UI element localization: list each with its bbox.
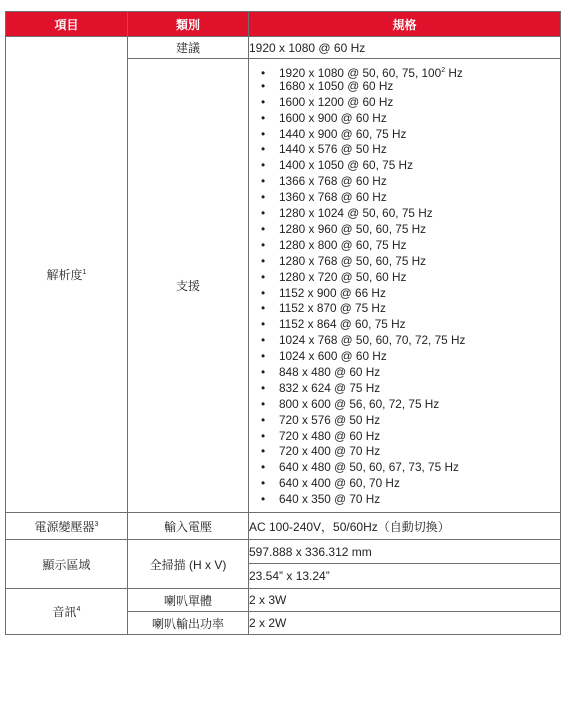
resolution-list-item bbox=[256, 397, 560, 413]
resolution-text: 1152 x 864 @ 60, 75 Hz bbox=[279, 317, 406, 332]
power-item-note: 3 bbox=[94, 520, 99, 528]
header-row bbox=[6, 12, 561, 37]
resolution-text: 640 x 400 @ 60, 70 Hz bbox=[279, 476, 400, 491]
resolution-list-item bbox=[256, 444, 560, 460]
resolution-text: 1024 x 600 @ 60 Hz bbox=[279, 349, 387, 364]
resolution-text: 1280 x 720 @ 50, 60 Hz bbox=[279, 269, 407, 284]
resolution-list-item bbox=[256, 254, 560, 270]
resolution-recommended-row bbox=[6, 37, 561, 59]
audio-item-note: 4 bbox=[76, 606, 81, 613]
output-label: 喇叭輸出功率 bbox=[128, 612, 249, 635]
audio-item-label: 音訊 bbox=[52, 605, 77, 619]
supported-cell bbox=[249, 59, 561, 513]
header-item: 項目 bbox=[6, 12, 128, 37]
resolution-list-item bbox=[256, 365, 560, 381]
display-area-inch: 23.54” x 13.24” bbox=[249, 564, 561, 589]
resolution-text: 832 x 624 @ 75 Hz bbox=[279, 380, 381, 395]
resolution-list-item bbox=[256, 381, 560, 397]
supported-label: 支援 bbox=[128, 59, 249, 513]
supported-resolution-list bbox=[249, 63, 560, 508]
resolution-list-item bbox=[256, 492, 560, 508]
display-area-row-mm bbox=[6, 540, 561, 564]
resolution-footnote: 2 bbox=[441, 67, 446, 75]
audio-speaker-row bbox=[6, 589, 561, 612]
resolution-text: 1440 x 576 @ 50 Hz bbox=[279, 142, 387, 157]
resolution-list-item bbox=[256, 190, 560, 206]
resolution-text: 720 x 576 @ 50 Hz bbox=[279, 412, 381, 427]
resolution-text: 848 x 480 @ 60 Hz bbox=[279, 364, 381, 379]
resolution-list-item bbox=[256, 158, 560, 174]
spec-table bbox=[5, 11, 561, 635]
resolution-list-item bbox=[256, 95, 560, 111]
resolution-text: 1400 x 1050 @ 60, 75 Hz bbox=[279, 158, 413, 173]
power-row bbox=[6, 513, 561, 540]
power-item-cell bbox=[6, 513, 128, 540]
resolution-text: 1680 x 1050 @ 60 Hz bbox=[279, 78, 394, 93]
output-value: 2 x 2W bbox=[249, 612, 561, 635]
header-spec: 規格 bbox=[249, 12, 561, 37]
resolution-list-item bbox=[256, 63, 560, 79]
resolution-text: 640 x 350 @ 70 Hz bbox=[279, 492, 381, 507]
resolution-list-item bbox=[256, 301, 560, 317]
recommended-label: 建議 bbox=[128, 37, 249, 59]
resolution-text: 1152 x 870 @ 75 Hz bbox=[279, 301, 386, 316]
resolution-text: 1280 x 1024 @ 50, 60, 75 Hz bbox=[279, 206, 433, 221]
resolution-list-item bbox=[256, 429, 560, 445]
resolution-text: 1366 x 768 @ 60 Hz bbox=[279, 174, 387, 189]
power-value: AC 100-240V，50/60Hz（自動切換） bbox=[249, 513, 561, 540]
resolution-item-cell bbox=[6, 37, 128, 513]
header-category: 類別 bbox=[128, 12, 249, 37]
resolution-list-item bbox=[256, 238, 560, 254]
resolution-text: 720 x 400 @ 70 Hz bbox=[279, 444, 381, 459]
resolution-list-item bbox=[256, 286, 560, 302]
resolution-list-item bbox=[256, 79, 560, 95]
power-category: 輸入電壓 bbox=[128, 513, 249, 540]
display-area-item: 顯示區域 bbox=[6, 540, 128, 589]
power-item-label: 電源變壓器 bbox=[34, 519, 95, 534]
speaker-value: 2 x 3W bbox=[249, 589, 561, 612]
resolution-item-note: 1 bbox=[82, 269, 87, 276]
speaker-label: 喇叭單體 bbox=[128, 589, 249, 612]
resolution-text: 1024 x 768 @ 50, 60, 70, 72, 75 Hz bbox=[279, 333, 466, 348]
resolution-item-label: 解析度 bbox=[46, 268, 83, 282]
resolution-list-item bbox=[256, 270, 560, 286]
resolution-list-item bbox=[256, 142, 560, 158]
resolution-text: 1360 x 768 @ 60 Hz bbox=[279, 190, 387, 205]
resolution-text: 1440 x 900 @ 60, 75 Hz bbox=[279, 126, 407, 141]
display-area-category: 全掃描 (H x V) bbox=[128, 540, 249, 589]
resolution-text: 1280 x 800 @ 60, 75 Hz bbox=[279, 237, 407, 252]
resolution-unit: Hz bbox=[445, 66, 463, 81]
resolution-text: 800 x 600 @ 56, 60, 72, 75 Hz bbox=[279, 396, 440, 411]
resolution-text: 1600 x 1200 @ 60 Hz bbox=[279, 94, 394, 109]
resolution-list-item bbox=[256, 222, 560, 238]
resolution-list-item bbox=[256, 127, 560, 143]
resolution-text: 1152 x 900 @ 66 Hz bbox=[279, 285, 386, 300]
resolution-list-item bbox=[256, 333, 560, 349]
resolution-list-item bbox=[256, 111, 560, 127]
recommended-value: 1920 x 1080 @ 60 Hz bbox=[249, 37, 561, 59]
resolution-list-item bbox=[256, 206, 560, 222]
resolution-text: 1920 x 1080 @ 50, 60, 75, 100 bbox=[279, 66, 442, 81]
resolution-text: 720 x 480 @ 60 Hz bbox=[279, 428, 381, 443]
resolution-list-item bbox=[256, 413, 560, 429]
resolution-list-item bbox=[256, 460, 560, 476]
resolution-text: 1280 x 960 @ 50, 60, 75 Hz bbox=[279, 221, 427, 236]
display-area-mm: 597.888 x 336.312 mm bbox=[249, 540, 561, 564]
resolution-list-item bbox=[256, 174, 560, 190]
resolution-list-item bbox=[256, 349, 560, 365]
resolution-text: 1280 x 768 @ 50, 60, 75 Hz bbox=[279, 253, 427, 268]
resolution-text: 1600 x 900 @ 60 Hz bbox=[279, 110, 387, 125]
resolution-list-item bbox=[256, 476, 560, 492]
resolution-list-item bbox=[256, 317, 560, 333]
resolution-text: 640 x 480 @ 50, 60, 67, 73, 75 Hz bbox=[279, 460, 459, 475]
audio-item-cell bbox=[6, 589, 128, 635]
